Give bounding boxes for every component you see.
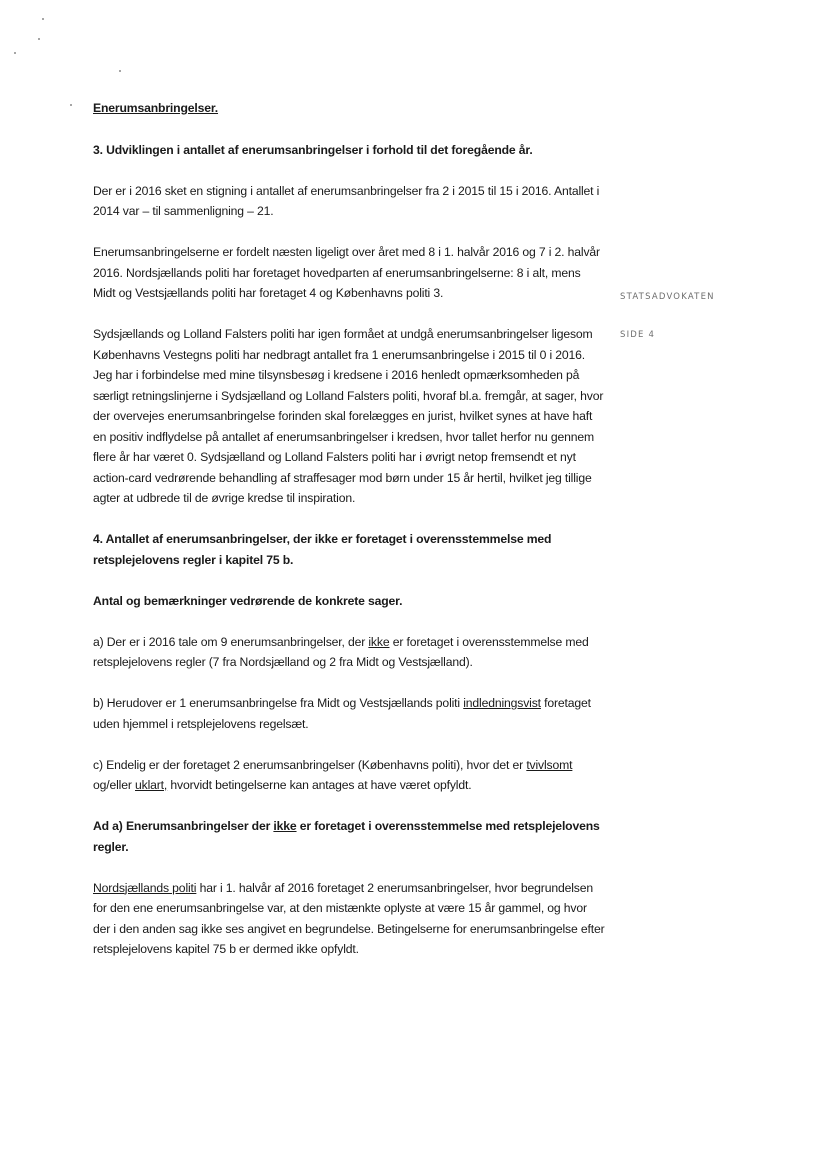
section-4-heading: 4. Antallet af enerumsanbringelser, der ikke er foretaget i overensstemmelse med retsplejelovens regler i kapitel 75 b. <box>93 532 552 567</box>
document-body <box>93 98 605 960</box>
scan-speck <box>70 104 72 106</box>
paragraph-c: c) Endelig er der foretaget 2 enerumsanbringelser (Københavns politi), hvor det er tvivlsomt og/eller uklart, hvorvidt betingelserne kan antages at have været opfyldt. <box>93 757 573 792</box>
emphasis-ikke: ikke <box>368 634 390 649</box>
sub-heading: Antal og bemærkninger vedrørende de konkrete sager. <box>93 593 403 608</box>
emphasis-ikke: ikke <box>273 819 297 833</box>
paragraph-guidelines: Sydsjællands og Lolland Falsters politi har igen formået at undgå enerumsanbringelser ligesom Københavns Vestegns politi har nedbragt antallet fra 1 enerumsanbringelse i 2015 til 0 i 2016. Jeg har i forbindelse med mine tilsynsbesøg i kredsene i 2016 henledt opmærksomheden på særligt retningslinjerne i Sydsjælland og Lolland Falsters politi, hvoraf bl.a. fremgår, at sager, hvor der overvejes enerumsanbringelse forinden skal forelægges en jurist, hvilket synes at have haft en positiv indflydelse på antallet af enerumsanbringelser i kredsen, hvor tallet herfor nu gennem flere år har været 0. Sydsjælland og Lolland Falsters politi har i øvrigt netop fremsendt et nyt action-card vedrørende behandling af straffesager mod børn under 15 år hertil, hvilket jeg tillige agter at udbrede til de øvrige kredse til inspiration. <box>93 327 604 505</box>
paragraph-increase: Der er i 2016 sket en stigning i antallet af enerumsanbringelser fra 2 i 2015 til 15 i 2016. Antallet i 2014 var – til sammenligning – 21. <box>93 183 600 218</box>
page-number: SIDE 4 <box>620 330 656 340</box>
paragraph-a: a) Der er i 2016 tale om 9 enerumsanbringelser, der ikke er foretaget i overensstemmelse med retsplejelovens regler (7 fra Nordsjælland og 2 fra Midt og Vestsjælland). <box>93 634 589 669</box>
section-3-heading: 3. Udviklingen i antallet af enerumsanbringelser i forhold til det foregående år. <box>93 142 533 157</box>
emphasis-uklart: uklart, <box>135 778 168 792</box>
paragraph-b: b) Herudover er 1 enerumsanbringelse fra Midt og Vestsjællands politi indledningsvist foretaget uden hjemmel i retsplejelovens regelsæt. <box>93 696 591 731</box>
scan-speck <box>14 52 16 54</box>
emphasis-tvivlsomt: tvivlsomt <box>526 757 573 772</box>
ad-a-heading: Ad a) Enerumsanbringelser der ikke er foretaget i overensstemmelse med retsplejelovens regler. <box>93 819 600 854</box>
paragraph-nordsjaelland: Nordsjællands politi har i 1. halvår af 2016 foretaget 2 enerumsanbringelser, hvor begrundelsen for den ene enerumsanbringelse var, at den mistænkte oplyste at være 15 år gammel, og hvor der i den anden sag ikke ses angivet en begrundelse. Betingelserne for enerumsanbringelse efter retsplejelovens kapitel 75 b er dermed ikke opfyldt. <box>93 880 605 956</box>
paragraph-distribution: Enerumsanbringelserne er fordelt næsten ligeligt over året med 8 i 1. halvår 2016 og 7 i 2. halvår 2016. Nordsjællands politi har foretaget hovedparten af enerumsanbringelserne: 8 i alt, mens Midt og Vestsjællands politi har foretaget 4 og Københavns politi 3. <box>93 245 600 300</box>
scan-speck <box>38 38 40 40</box>
document-title: Enerumsanbringelser. <box>93 101 219 115</box>
emphasis-indledningsvist: indledningsvist <box>463 696 541 710</box>
scan-speck <box>42 18 44 20</box>
scan-speck <box>119 70 121 72</box>
emphasis-nordsjaellands-politi: Nordsjællands politi <box>93 880 197 895</box>
office-label: STATSADVOKATEN <box>620 292 715 302</box>
